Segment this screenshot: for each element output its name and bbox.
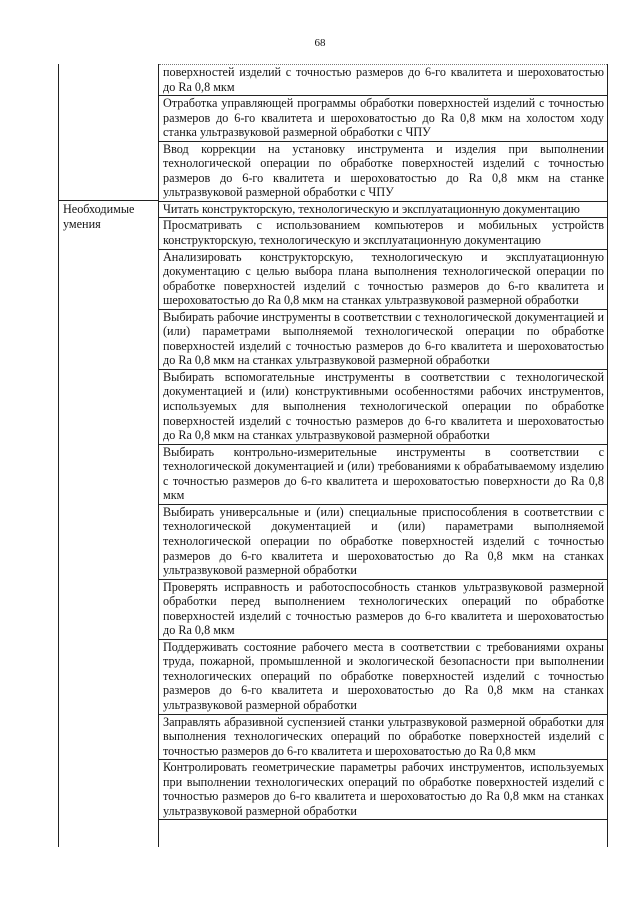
table-row: Проверять исправность и работоспособность станков ультразвуковой размерной обработки перед выполнением технологических операций по обработке поверхностей изделий с точностью размеров до 6-го квалитета и шероховатостью до Ra 0,8 мкм: [159, 580, 607, 640]
content-column: [159, 64, 607, 847]
necessary-skills-label: Необходимые умения: [59, 200, 158, 232]
table-row: Анализировать конструкторскую, технологическую и эксплуатационную документацию с целью выбора плана выполнения технологической операции по обработке поверхностей изделий с точностью размеров до 6-го квалитета и шероховатостью до Ra 0,8 мкм на станках ультразвуковой размерной обработки: [159, 250, 607, 310]
label-column-continuation: [59, 64, 158, 200]
table-row: поверхностей изделий с точностью размеров до 6-го квалитета и шероховатостью до Ra 0,8 мкм: [159, 64, 607, 96]
table-row: Просматривать с использованием компьютеров и мобильных устройств конструкторскую, технологическую и эксплуатационную документацию: [159, 218, 607, 249]
table-row: Выбирать вспомогательные инструменты в соответствии с технологической документацией и (или) конструктивными особенностями рабочих инструментов, используемых для выполнения технологической операции по обработке поверхностей изделий с точностью размеров до 6-го квалитета и шероховатостью до Ra 0,8 мкм на станках ультразвуковой размерной обработки: [159, 370, 607, 445]
table-row: Выбирать рабочие инструменты в соответствии с технологической документацией и (или) параметрами выполняемой технологической операции по обработке поверхностей изделий с точностью размеров до 6-го квалитета и шероховатостью до Ra 0,8 мкм на станках ультразвуковой размерной обработки: [159, 310, 607, 370]
table-row: Выбирать универсальные и (или) специальные приспособления в соответствии с технологической документацией и (или) параметрами выполняемой технологической операции по обработке поверхностей изделий с точностью размеров до 6-го квалитета и шероховатостью до Ra 0,8 мкм на станках ультразвуковой размерной обработки: [159, 505, 607, 580]
table-row: Читать конструкторскую, технологическую и эксплуатационную документацию: [159, 202, 607, 219]
page-number: 68: [314, 37, 326, 49]
table-row: Заправлять абразивной суспензией станки ультразвуковой размерной обработки для выполнения технологических операций по обработке поверхностей изделий с точностью размеров до 6-го квалитета и шероховатостью до Ra 0,8 мкм: [159, 715, 607, 761]
table-row: Контролировать геометрические параметры рабочих инструментов, используемых при выполнении технологических операций по обработке поверхностей изделий с точностью размеров до 6-го квалитета и шероховатостью до Ra 0,8 мкм на станках ультразвуковой размерной обработки: [159, 760, 607, 820]
label-column: [59, 64, 159, 847]
skills-table: [58, 64, 608, 847]
table-row: Ввод коррекции на установку инструмента и изделия при выполнении технологической операции по обработке поверхностей изделий с точностью размеров до 6-го квалитета и шероховатостью до Ra 0,8 мкм на станке ультразвуковой размерной обработки с ЧПУ: [159, 142, 607, 202]
table-row: Отработка управляющей программы обработки поверхностей изделий с точностью размеров до 6-го квалитета и шероховатостью до Ra 0,8 мкм на холостом ходу станка ультразвуковой размерной обработки с ЧПУ: [159, 96, 607, 142]
table-row: Выбирать контрольно-измерительные инструменты в соответствии с технологической документацией и (или) требованиями к обрабатываемому изделию с точностью размеров до 6-го квалитета и шероховатостью поверхности до Ra 0,8 мкм: [159, 445, 607, 505]
table-row: Поддерживать состояние рабочего места в соответствии с требованиями охраны труда, пожарной, промышленной и экологической безопасности при выполнении технологических операций по обработке поверхностей изделий с точностью размеров до 6-го квалитета и шероховатостью до Ra 0,8 мкм на станках ультразвуковой размерной обработки: [159, 640, 607, 715]
